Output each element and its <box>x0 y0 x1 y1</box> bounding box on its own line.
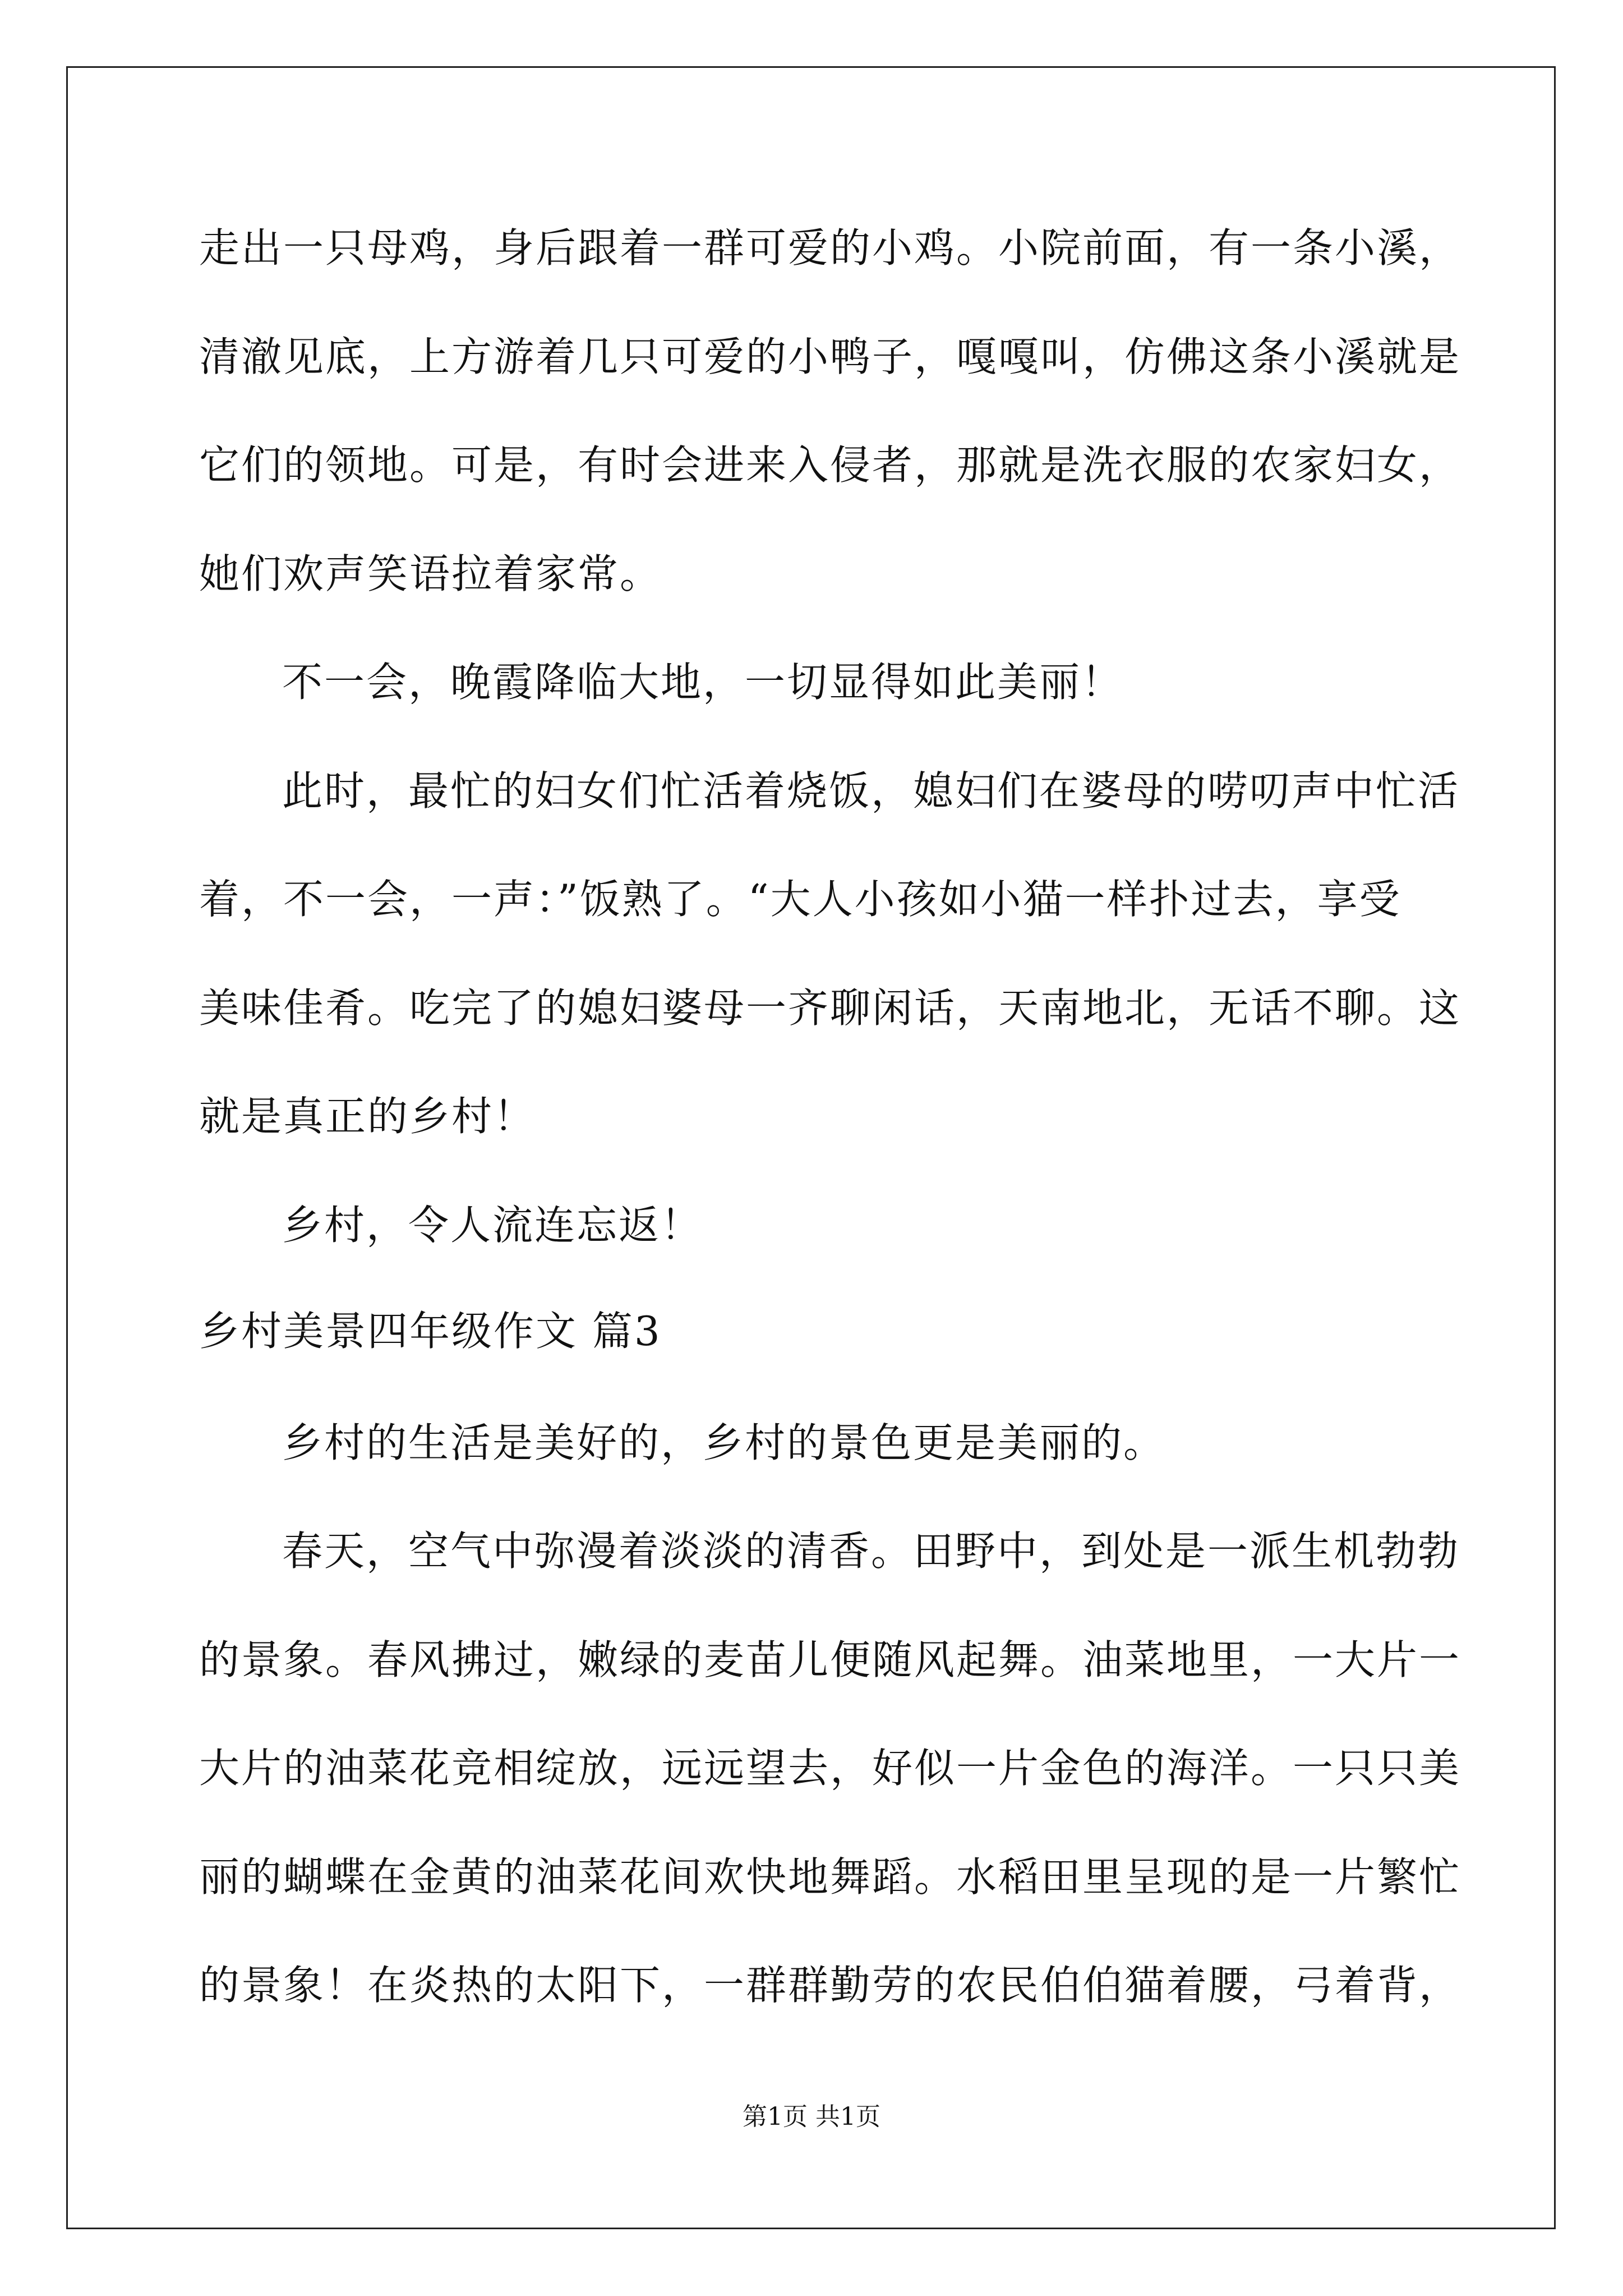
text-line: 她们欢声笑语拉着家常。 <box>199 550 662 597</box>
text-line: 丽的蝴蝶在金黄的油菜花间欢快地舞蹈。水稻田里呈现的是一片繁忙 <box>199 1853 1461 1901</box>
paragraph-start: 不一会，晚霞降临大地，一切显得如此美丽！ <box>282 659 1124 706</box>
page-footer: 第1页 共1页 <box>743 2102 880 2131</box>
section-heading: 乡村美景四年级作文 篇3 <box>199 1308 662 1355</box>
text-line: 美味佳肴。吃完了的媳妇婆母一齐聊闲话，天南地北，无话不聊。这 <box>199 984 1461 1032</box>
paragraph-start: 乡村的生活是美好的，乡村的景色更是美丽的。 <box>282 1419 1166 1466</box>
text-line: 就是真正的乡村！ <box>199 1093 536 1140</box>
text-line: 它们的领地。可是，有时会进来入侵者，那就是洗衣服的农家妇女， <box>199 441 1461 489</box>
text-line: 的景象。春风拂过，嫩绿的麦苗儿便随风起舞。油菜地里，一大片一 <box>199 1636 1461 1683</box>
text-line: 大片的油菜花竞相绽放，远远望去，好似一片金色的海洋。一只只美 <box>199 1745 1461 1792</box>
text-line: 走出一只母鸡，身后跟着一群可爱的小鸡。小院前面，有一条小溪， <box>199 224 1461 272</box>
paragraph-start: 春天，空气中弥漫着淡淡的清香。田野中，到处是一派生机勃勃 <box>282 1527 1460 1575</box>
paragraph-start: 乡村，令人流连忘返！ <box>282 1202 703 1249</box>
page-border <box>66 66 1556 2229</box>
text-line: 清澈见底，上方游着几只可爱的小鸭子，嘎嘎叫，仿佛这条小溪就是 <box>199 333 1461 380</box>
text-line: 的景象！在炎热的太阳下，一群群勤劳的农民伯伯猫着腰，弓着背， <box>199 1962 1461 2009</box>
text-line: 着，不一会，一声：”饭熟了。“大人小孩如小猫一样扑过去，享受 <box>199 876 1401 923</box>
paragraph-start: 此时，最忙的妇女们忙活着烧饭，媳妇们在婆母的唠叨声中忙活 <box>282 767 1460 815</box>
